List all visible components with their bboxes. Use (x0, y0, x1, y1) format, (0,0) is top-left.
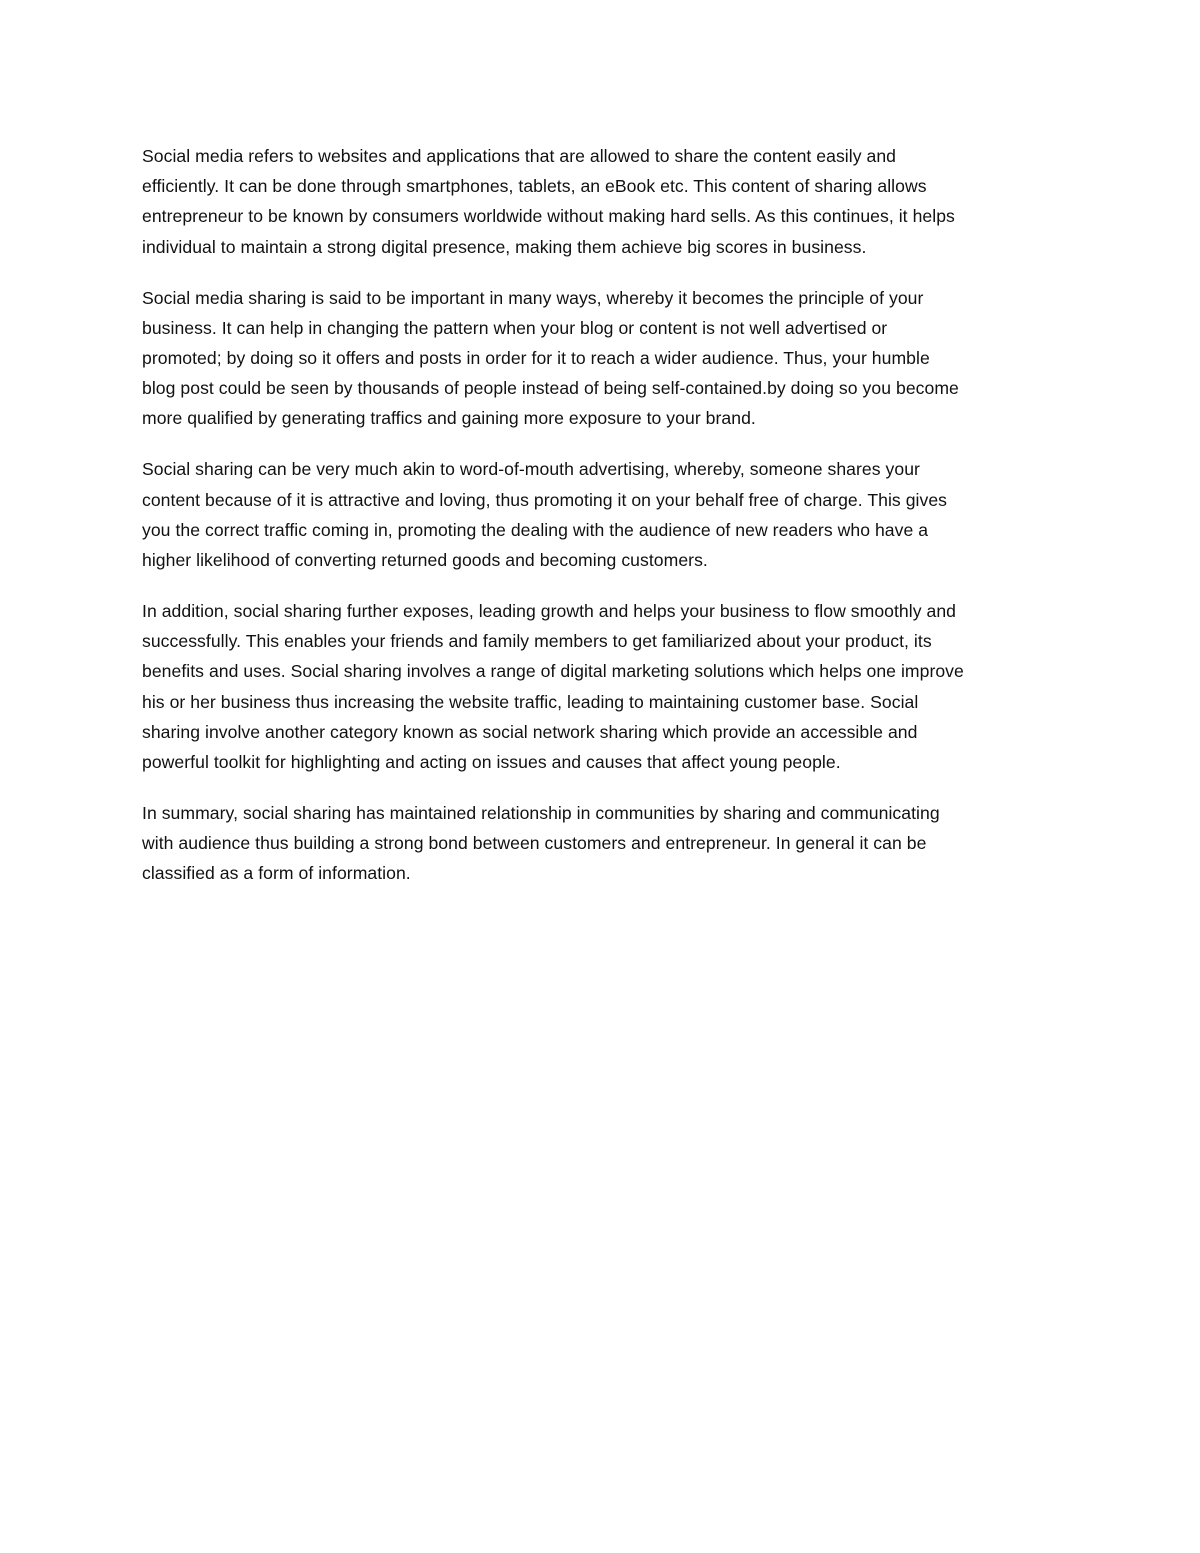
text-line: sharing involve another category known as social network sharing which provide an accessible and (142, 721, 918, 742)
text-line: business. It can help in changing the pattern when your blog or content is not well advertised or (142, 317, 888, 338)
text-line: In addition, social sharing further exposes, leading growth and helps your business to flow smoothly and (142, 601, 957, 622)
text-line: with audience thus building a strong bond between customers and entrepreneur. In general it can be (142, 833, 927, 854)
text-line: powerful toolkit for highlighting and acting on issues and causes that affect young people. (142, 752, 841, 773)
text-line: higher likelihood of converting returned goods and becoming customers. (142, 550, 708, 571)
paragraph-5 (142, 798, 1062, 889)
text-line: classified as a form of information. (142, 863, 411, 884)
document-body (142, 141, 1062, 909)
text-line: you the correct traffic coming in, promoting the dealing with the audience of new readers who have a (142, 519, 929, 540)
paragraph-3 (142, 454, 1062, 575)
text-line: content because of it is attractive and loving, thus promoting it on your behalf free of charge. This gives (142, 489, 948, 510)
text-line: blog post could be seen by thousands of people instead of being self-contained.by doing so you become (142, 378, 959, 399)
text-line: his or her business thus increasing the website traffic, leading to maintaining customer base. Social (142, 691, 919, 712)
text-line: Social media sharing is said to be important in many ways, whereby it becomes the principle of your (142, 287, 924, 308)
text-line: individual to maintain a strong digital presence, making them achieve big scores in business. (142, 236, 867, 257)
text-line: Social media refers to websites and applications that are allowed to share the content easily and (142, 146, 897, 166)
paragraph-4 (142, 596, 1062, 777)
text-line: benefits and uses. Social sharing involves a range of digital marketing solutions which helps one improve (142, 661, 964, 682)
text-line: efficiently. It can be done through smartphones, tablets, an eBook etc. This content of sharing allows (142, 176, 927, 197)
paragraph-1 (142, 141, 1062, 262)
text-line: more qualified by generating traffics and gaining more exposure to your brand. (142, 408, 756, 429)
text-line: Social sharing can be very much akin to word-of-mouth advertising, whereby, someone shares your (142, 459, 920, 480)
paragraph-2 (142, 283, 1062, 434)
text-line: entrepreneur to be known by consumers worldwide without making hard sells. As this continues, it helps (142, 206, 955, 227)
text-line: In summary, social sharing has maintained relationship in communities by sharing and communicating (142, 803, 940, 824)
text-line: promoted; by doing so it offers and posts in order for it to reach a wider audience. Thus, your humble (142, 348, 930, 369)
text-line: successfully. This enables your friends and family members to get familiarized about your product, its (142, 631, 932, 652)
